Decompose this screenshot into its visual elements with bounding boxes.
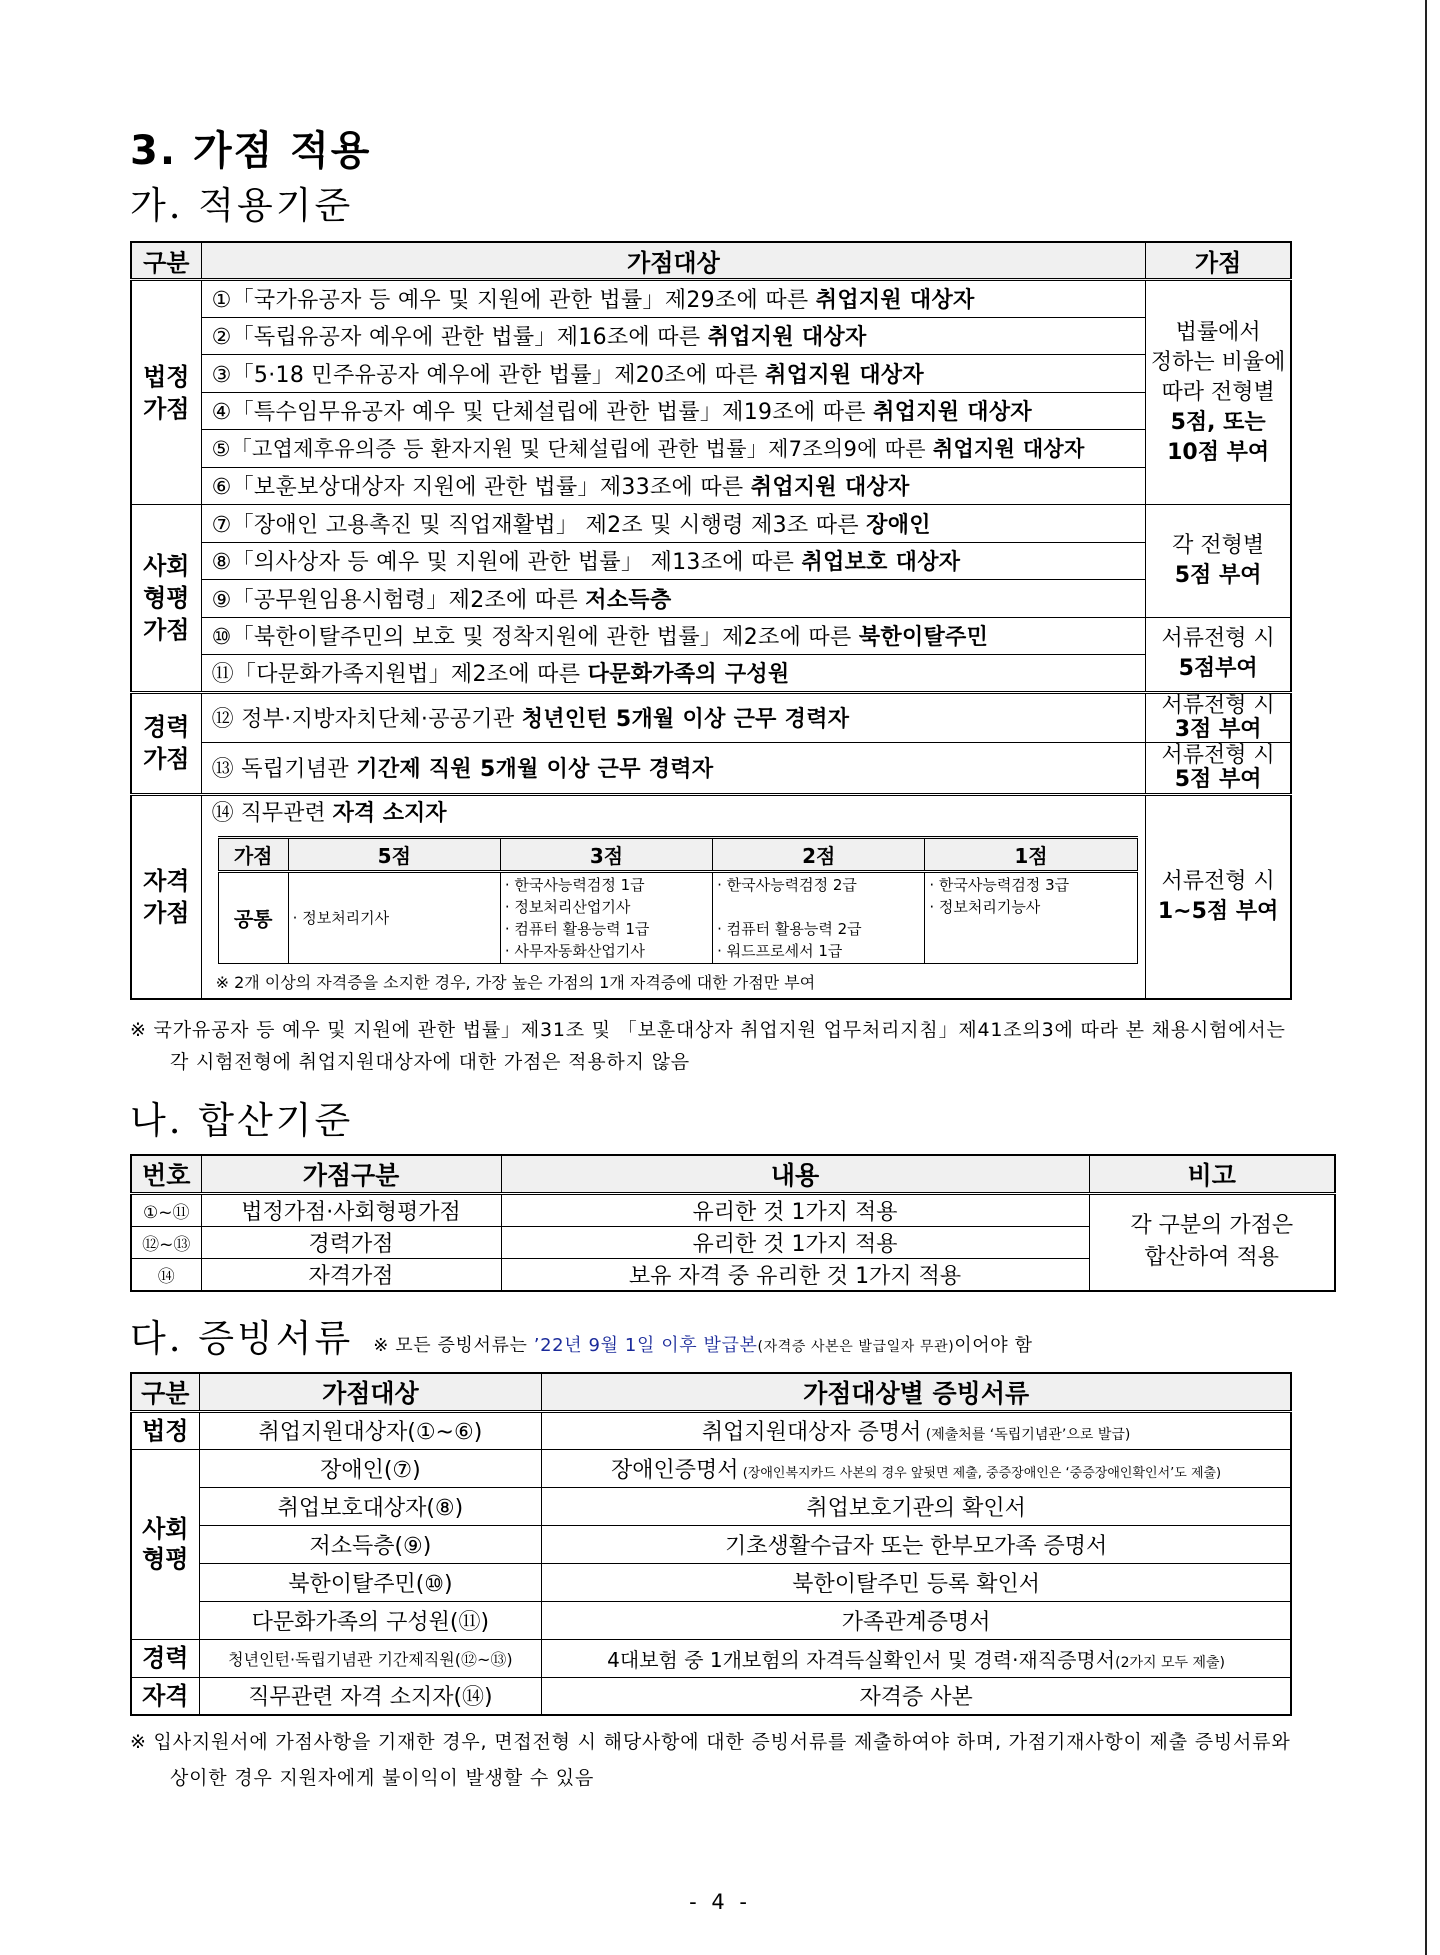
- document-body: [130, 125, 1292, 1796]
- header-target: 가점대상: [199, 1373, 542, 1412]
- table-row: [131, 355, 1291, 393]
- item-12: [201, 692, 1146, 742]
- item-text: ⑦「장애인 고용촉진 및 직업재활법」 제2조 및 시행령 제3조 따른: [211, 512, 867, 538]
- item-text: ⑥「보훈보상대상자 지원에 관한 법률」제33조에 따른: [211, 475, 751, 501]
- points-text: 5점 부여: [1174, 562, 1262, 588]
- bonus-criteria-table: [130, 241, 1292, 1000]
- header-type: 가점구분: [201, 1155, 501, 1194]
- row-target: 청년인턴·독립기념관 기간제직원(⑫~⑬): [199, 1639, 542, 1677]
- group-cert: [131, 794, 201, 999]
- group-label: 경력 가점: [143, 713, 190, 773]
- table-row: [131, 430, 1291, 468]
- subsection-title-criteria: 가. 적용기준: [130, 184, 354, 227]
- header-number: 번호: [131, 1155, 201, 1194]
- table-row: [131, 580, 1291, 618]
- evidence-reference: [373, 1331, 1032, 1357]
- row-target: 취업지원대상자(①~⑥): [199, 1411, 542, 1449]
- points-text: 서류전형 시: [1161, 868, 1275, 894]
- cert-item: · 한국사능력검정 2급: [717, 875, 857, 894]
- sum-rules-table: [130, 1154, 1336, 1292]
- row-target: 취업보호대상자(⑧): [199, 1487, 542, 1525]
- row-document: [542, 1639, 1291, 1677]
- cert-header: 가점: [218, 837, 288, 871]
- points-text: 따라 전형별: [1161, 379, 1275, 405]
- evidence-table: [130, 1372, 1292, 1717]
- doc-text: 4대보험 중 1개보험의 자격득실확인서 및 경력·재직증명서: [607, 1647, 1116, 1672]
- row-number: ⑭: [131, 1258, 201, 1291]
- cert-item: · 한국사능력검정 1급: [504, 875, 645, 894]
- item-bold: 취업지원 대상자: [765, 362, 924, 388]
- criteria-footnote: ※ 국가유공자 등 예우 및 지원에 관한 법률」제31조 및 「보훈대상자 취업지원 업무처리지침」제41조의3에 따라 본 채용시험에서는 각 시험전형에 취업지원대상자에 대한 가점은 적용하지 않음: [130, 1018, 1286, 1073]
- table-header-row: [131, 242, 1291, 280]
- row-target: 다문화가족의 구성원(⑪): [199, 1601, 542, 1639]
- cert-row: [218, 871, 1137, 963]
- cert-item: · 워드프로세서 1급: [717, 941, 843, 960]
- points-text: 5점부여: [1178, 656, 1258, 681]
- item-bold: 취업지원 대상자: [873, 400, 1032, 426]
- row-document: [542, 1449, 1291, 1487]
- points-text: 3점 부여: [1174, 716, 1262, 742]
- points-text: 서류전형 시: [1161, 692, 1275, 718]
- table-row: [131, 542, 1291, 580]
- table-row: [131, 1639, 1291, 1677]
- points-text: 5점, 또는: [1170, 409, 1266, 435]
- cert-title: [202, 796, 1146, 832]
- item-11: [201, 655, 1146, 693]
- points-text: 10점 부여: [1167, 439, 1270, 465]
- item-bold: 저소득층: [585, 587, 672, 613]
- header-category: 구분: [131, 1373, 199, 1412]
- points-cert: [1146, 794, 1291, 999]
- row-content: 유리한 것 1가지 적용: [501, 1226, 1089, 1258]
- item-8: [201, 542, 1146, 580]
- item-text: ③「5·18 민주유공자 예우에 관한 법률」제20조에 따른: [211, 362, 766, 388]
- doc-note: (장애인복지카드 사본의 경우 앞뒷면 제출, 중증장애인은 ‘중증장애인확인서’도 제출): [738, 1465, 1222, 1481]
- row-remark: [1089, 1193, 1335, 1291]
- table-row: [131, 692, 1291, 742]
- doc-note: (2가지 모두 제출): [1115, 1654, 1226, 1671]
- header-remark: 비고: [1089, 1155, 1335, 1194]
- cert-item: · 정보처리산업기사: [504, 897, 631, 916]
- row-group: 법정: [131, 1411, 199, 1449]
- table-row: [131, 1601, 1291, 1639]
- row-document: 기초생활수급자 또는 한부모가족 증명서: [542, 1525, 1291, 1563]
- header-points: 가점: [1146, 242, 1291, 280]
- group-social: [131, 505, 201, 693]
- group-label: 사회 형평 가점: [143, 551, 190, 644]
- points-career-13: [1146, 742, 1291, 794]
- table-row: [131, 280, 1291, 318]
- remark-text: 각 구분의 가점은: [1130, 1213, 1294, 1238]
- item-10: [201, 617, 1146, 655]
- cert-col-1: [925, 871, 1137, 963]
- page-number: - 4 -: [689, 1890, 751, 1914]
- section-title: 3. 가점 적용: [130, 128, 372, 174]
- cert-item: · 정보처리기사: [292, 908, 390, 927]
- cert-cell: [201, 794, 1146, 999]
- item-text: ⑤「고엽제후유의증 등 환자지원 및 단체설립에 관한 법률」제7조의9에 따른: [211, 437, 933, 462]
- row-target: 직무관련 자격 소지자(⑭): [199, 1677, 542, 1715]
- points-text: 정하는 비율에: [1150, 349, 1286, 375]
- cert-col-5: [288, 871, 500, 963]
- item-bold: 청년인턴 5개월 이상 근무 경력자: [521, 707, 850, 732]
- item-7: [201, 505, 1146, 543]
- item-bold: 장애인: [866, 512, 931, 538]
- item-text: ⑩「북한이탈주민의 보호 및 정착지원에 관한 법률」제2조에 따른: [211, 625, 859, 651]
- table-row: [131, 1193, 1335, 1226]
- group-legal: [131, 280, 201, 505]
- remark-text: 합산하여 적용: [1144, 1245, 1279, 1270]
- page-border: [1425, 0, 1427, 1955]
- cert-item: · 정보처리기능사: [929, 897, 1041, 916]
- row-document: 자격증 사본: [542, 1677, 1291, 1715]
- points-social-b: [1146, 617, 1291, 692]
- item-bold: 취업지원 대상자: [815, 288, 975, 314]
- header-category: 구분: [131, 242, 201, 280]
- row-content: 유리한 것 1가지 적용: [501, 1193, 1089, 1226]
- item-bold: 취업지원 대상자: [750, 475, 910, 501]
- points-career-12: [1146, 692, 1291, 742]
- item-bold: 취업지원 대상자: [932, 437, 1085, 462]
- item-2: [201, 317, 1146, 355]
- cert-points-table: [218, 836, 1138, 964]
- cert-col-2: [713, 871, 925, 963]
- row-type: 자격가점: [201, 1258, 501, 1291]
- table-row: [131, 794, 1291, 999]
- item-text: ②「독립유공자 예우에 관한 법률」제16조에 따른: [211, 325, 708, 351]
- item-text: ⑧「의사상자 등 예우 및 지원에 관한 법률」 제13조에 따른: [211, 550, 802, 576]
- cert-item: [717, 896, 920, 918]
- points-text: 서류전형 시: [1161, 626, 1275, 651]
- table-row: [131, 1525, 1291, 1563]
- points-text: 각 전형별: [1172, 532, 1265, 558]
- subsection-title-evidence: 다. 증빙서류: [130, 1316, 354, 1360]
- row-document: 취업보호기관의 확인서: [542, 1487, 1291, 1525]
- cert-item: · 사무자동화산업기사: [504, 941, 645, 960]
- row-group: 경력: [131, 1639, 199, 1677]
- table-row: [131, 617, 1291, 655]
- row-document: 북한이탈주민 등록 확인서: [542, 1563, 1291, 1601]
- cert-header-row: [218, 837, 1137, 871]
- item-text: ⑫ 정부·지방자치단체·공공기관: [211, 707, 522, 732]
- row-type: 법정가점·사회형평가점: [201, 1193, 501, 1226]
- row-number: ⑫~⑬: [131, 1226, 201, 1258]
- group-label: 사회 형평: [142, 1515, 189, 1573]
- row-target: 저소득층(⑨): [199, 1525, 542, 1563]
- ref-date: ’22년 9월 1일 이후 발급본: [533, 1334, 758, 1356]
- header-documents: 가점대상별 증빙서류: [542, 1373, 1291, 1412]
- table-header-row: [131, 1155, 1335, 1194]
- row-type: 경력가점: [201, 1226, 501, 1258]
- row-document: [542, 1411, 1291, 1449]
- cert-header: 2점: [713, 837, 925, 871]
- points-text: 법률에서: [1175, 319, 1261, 345]
- row-number: ①~⑪: [131, 1193, 201, 1226]
- ref-small: (자격증 사본은 발급일자 무관): [757, 1338, 955, 1355]
- points-social-a: [1146, 505, 1291, 618]
- table-row: [131, 655, 1291, 693]
- cert-item: · 컴퓨터 활용능력 1급: [504, 919, 650, 938]
- cert-note: ※ 2개 이상의 자격증을 소지한 경우, 가장 높은 가점의 1개 자격증에 대한 가점만 부여: [215, 972, 816, 992]
- header-content: 내용: [501, 1155, 1089, 1194]
- item-3: [201, 355, 1146, 393]
- item-9: [201, 580, 1146, 618]
- item-13: [201, 742, 1146, 794]
- item-1: [201, 280, 1146, 318]
- cert-item: · 컴퓨터 활용능력 2급: [717, 919, 862, 938]
- item-text: ①「국가유공자 등 예우 및 지원에 관한 법률」제29조에 따른: [211, 288, 816, 314]
- points-text: 1~5점 부여: [1157, 898, 1279, 924]
- group-label: 자격 가점: [143, 866, 190, 927]
- table-row: [131, 505, 1291, 543]
- evidence-heading: [130, 1310, 1292, 1370]
- item-bold: 취업지원 대상자: [707, 325, 867, 351]
- header-target: 가점대상: [201, 242, 1146, 280]
- points-legal: [1146, 280, 1291, 505]
- group-label: 법정 가점: [143, 362, 190, 423]
- table-row: [131, 1677, 1291, 1715]
- row-target: 장애인(⑦): [199, 1449, 542, 1487]
- table-row: [131, 467, 1291, 505]
- row-content: 보유 자격 중 유리한 것 1가지 적용: [501, 1258, 1089, 1291]
- item-6: [201, 467, 1146, 505]
- item-text: ⑨「공무원임용시험령」제2조에 따른: [211, 587, 586, 613]
- ref-text: ※ 모든 증빙서류는: [373, 1334, 534, 1356]
- item-text: ④「특수임무유공자 예우 및 단체설립에 관한 법률」제19조에 따른: [211, 400, 874, 426]
- points-text: 5점 부여: [1174, 766, 1262, 792]
- table-row: [131, 392, 1291, 430]
- subsection-title-sum: 나. 합산기준: [130, 1098, 354, 1142]
- table-row: [131, 1487, 1291, 1525]
- cert-header: 1점: [925, 837, 1137, 871]
- evidence-footnote: ※ 입사지원서에 가점사항을 기재한 경우, 면접전형 시 해당사항에 대한 증빙서류를 제출하여야 하며, 가점기재사항이 제출 증빙서류와 상이한 경우 지원자에게 불이익이 발생할 수 있음: [130, 1731, 1291, 1789]
- table-header-row: [131, 1373, 1291, 1412]
- cert-row-label: 공통: [218, 871, 288, 963]
- table-row: [131, 1449, 1291, 1487]
- cert-item: · 한국사능력검정 3급: [929, 875, 1070, 894]
- item-bold: 기간제 직원 5개월 이상 근무 경력자: [356, 757, 714, 782]
- cert-header: 3점: [500, 837, 712, 871]
- table-row: [131, 1411, 1291, 1449]
- table-row: [131, 317, 1291, 355]
- item-bold: 북한이탈주민: [858, 625, 989, 651]
- item-4: [201, 392, 1146, 430]
- cert-header: 5점: [288, 837, 500, 871]
- table-row: [131, 1563, 1291, 1601]
- cert-col-3: [500, 871, 712, 963]
- item-text: ⑬ 독립기념관: [211, 757, 357, 782]
- row-group: [131, 1449, 199, 1639]
- item-bold: 취업보호 대상자: [801, 550, 961, 576]
- doc-note: (제출처를 ‘독립기념관’으로 발급): [921, 1427, 1131, 1443]
- doc-text: 장애인증명서: [611, 1457, 739, 1483]
- item-5: [201, 430, 1146, 468]
- doc-text: 취업지원대상자 증명서: [701, 1420, 922, 1445]
- points-text: 서류전형 시: [1161, 742, 1275, 768]
- item-bold: 다문화가족의 구성원: [587, 662, 790, 688]
- row-group: 자격: [131, 1677, 199, 1715]
- row-target: 북한이탈주민(⑩): [199, 1563, 542, 1601]
- ref-text: 이어야 함: [954, 1334, 1033, 1356]
- table-row: [131, 742, 1291, 794]
- item-text: ⑭ 직무관련: [211, 800, 333, 826]
- item-text: ⑪「다문화가족지원법」제2조에 따른: [211, 662, 588, 688]
- row-document: 가족관계증명서: [542, 1601, 1291, 1639]
- item-bold: 자격 소지자: [332, 800, 447, 826]
- group-career: [131, 692, 201, 794]
